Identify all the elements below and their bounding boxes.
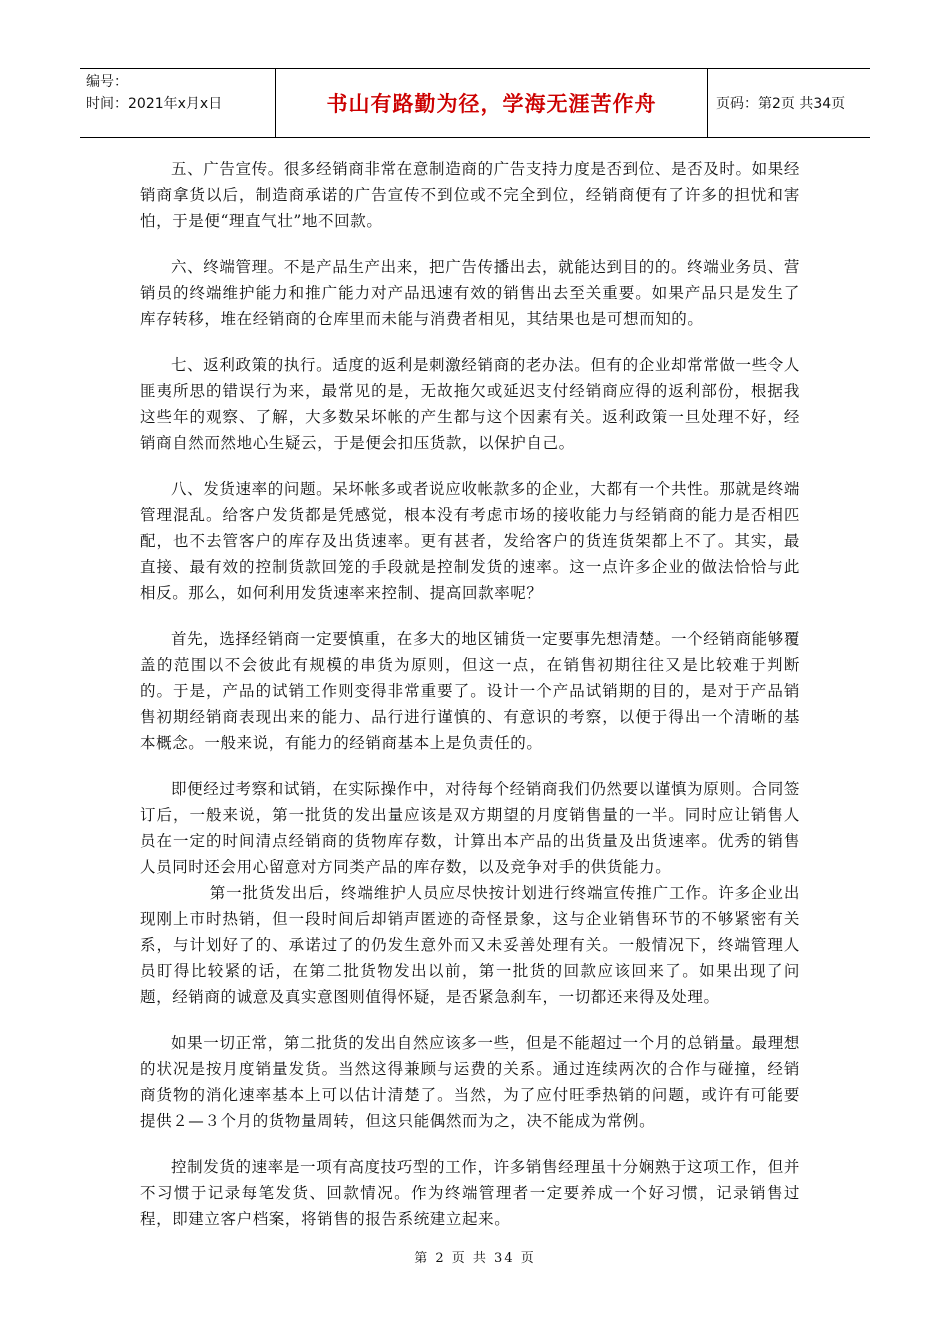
paragraph: 第一批货发出后，终端维护人员应尽快按计划进行终端宣传推广工作。许多企业出现刚上市时热销，但一段时间后却销声匿迹的奇怪景象，这与企业销售环节的不够紧密有关系，与计划好了的、承诺过了的仍发生意外而又未妥善处理有关。一般情况下，终端管理人员盯得比较紧的话，在第二批货物发出以前，第一批货的回款应该回来了。如果出现了问题，经销商的诚意及真实意图则值得怀疑，是否紧急刹车，一切都还来得及处理。 xyxy=(140,884,800,1006)
paragraph: 如果一切正常，第二批货的发出自然应该多一些，但是不能超过一个月的总销量。最理想的状况是按月度销量发货。当然这得兼顾与运费的关系。通过连续两次的合作与碰撞，经销商货物的消化速率基本上可以估计清楚了。当然，为了应付旺季热销的问题，或许有可能要提供２—３个月的货物量周转，但这只能偶然而为之，决不能成为常例。 xyxy=(140,1034,800,1130)
paragraph: 首先，选择经销商一定要慎重，在多大的地区铺货一定要事先想清楚。一个经销商能够覆盖的范围以不会彼此有规模的串货为原则，但这一点，在销售初期往往又是比较难于判断的。于是，产品的试销工作则变得非常重要了。设计一个产品试销期的目的，是对于产品销售初期经销商表现出来的能力、品行进行谨慎的、有意识的考察，以便于得出一个清晰的基本概念。一般来说，有能力的经销商基本上是负责任的。 xyxy=(140,630,800,752)
document-body xyxy=(140,156,800,1252)
paragraph: 八、发货速率的问题。呆坏帐多或者说应收帐款多的企业，大都有一个共性。那就是终端管理混乱。给客户发货都是凭感觉，根本没有考虑市场的接收能力与经销商的能力是否相匹配，也不去管客户的库存及出货速率。更有甚者，发给客户的货连货架都上不了。其实，最直接、最有效的控制货款回笼的手段就是控制发货的速率。这一点许多企业的做法恰恰与此相反。那么，如何利用发货速率来控制、提高回款率呢？ xyxy=(140,480,800,602)
paragraph: 即便经过考察和试销，在实际操作中，对待每个经销商我们仍然要以谨慎为原则。合同签订后，一般来说，第一批货的发出量应该是双方期望的月度销售量的一半。同时应让销售人员在一定的时间清点经销商的货物库存数，计算出本产品的出货量及出货速率。优秀的销售人员同时还会用心留意对方同类产品的库存数，以及竞争对手的供货能力。 xyxy=(140,780,800,876)
paragraph: 五、广告宣传。很多经销商非常在意制造商的广告支持力度是否到位、是否及时。如果经销商拿货以后，制造商承诺的广告宣传不到位或不完全到位，经销商便有了许多的担忧和害怕，于是便“理直气壮”地不回款。 xyxy=(140,160,800,230)
paragraph: 控制发货的速率是一项有高度技巧型的工作，许多销售经理虽十分娴熟于这项工作，但并不习惯于记录每笔发货、回款情况。作为终端管理者一定要养成一个好习惯，记录销售过程，即建立客户档案，将销售的报告系统建立起来。 xyxy=(140,1158,800,1228)
document-number-label: 编号： xyxy=(86,74,128,90)
paragraph: 七、返利政策的执行。适度的返利是刺激经销商的老办法。但有的企业却常常做一些令人匪夷所思的错误行为来，最常见的是，无故拖欠或延迟支付经销商应得的返利部份，根据我这些年的观察、了解，大多数呆坏帐的产生都与这个因素有关。返利政策一旦处理不好，经销商自然而然地心生疑云，于是便会扣压货款，以保护自己。 xyxy=(140,356,800,452)
header-motto: 书山有路勤为径，学海无涯苦作舟 xyxy=(276,69,708,137)
header-meta xyxy=(80,69,276,137)
header-page-info: 页码：第2页 共34页 xyxy=(716,96,846,112)
paragraph: 六、终端管理。不是产品生产出来，把广告传播出去，就能达到目的的。终端业务员、营销员的终端维护能力和推广能力对产品迅速有效的销售出去至关重要。如果产品只是发生了库存转移，堆在经销商的仓库里而未能与消费者相见，其结果也是可想而知的。 xyxy=(140,258,800,328)
document-time-label: 时间：2021年x月x日 xyxy=(86,96,223,112)
page-header xyxy=(80,68,870,138)
page-footer: 第 2 页 共 34 页 xyxy=(414,1251,536,1266)
